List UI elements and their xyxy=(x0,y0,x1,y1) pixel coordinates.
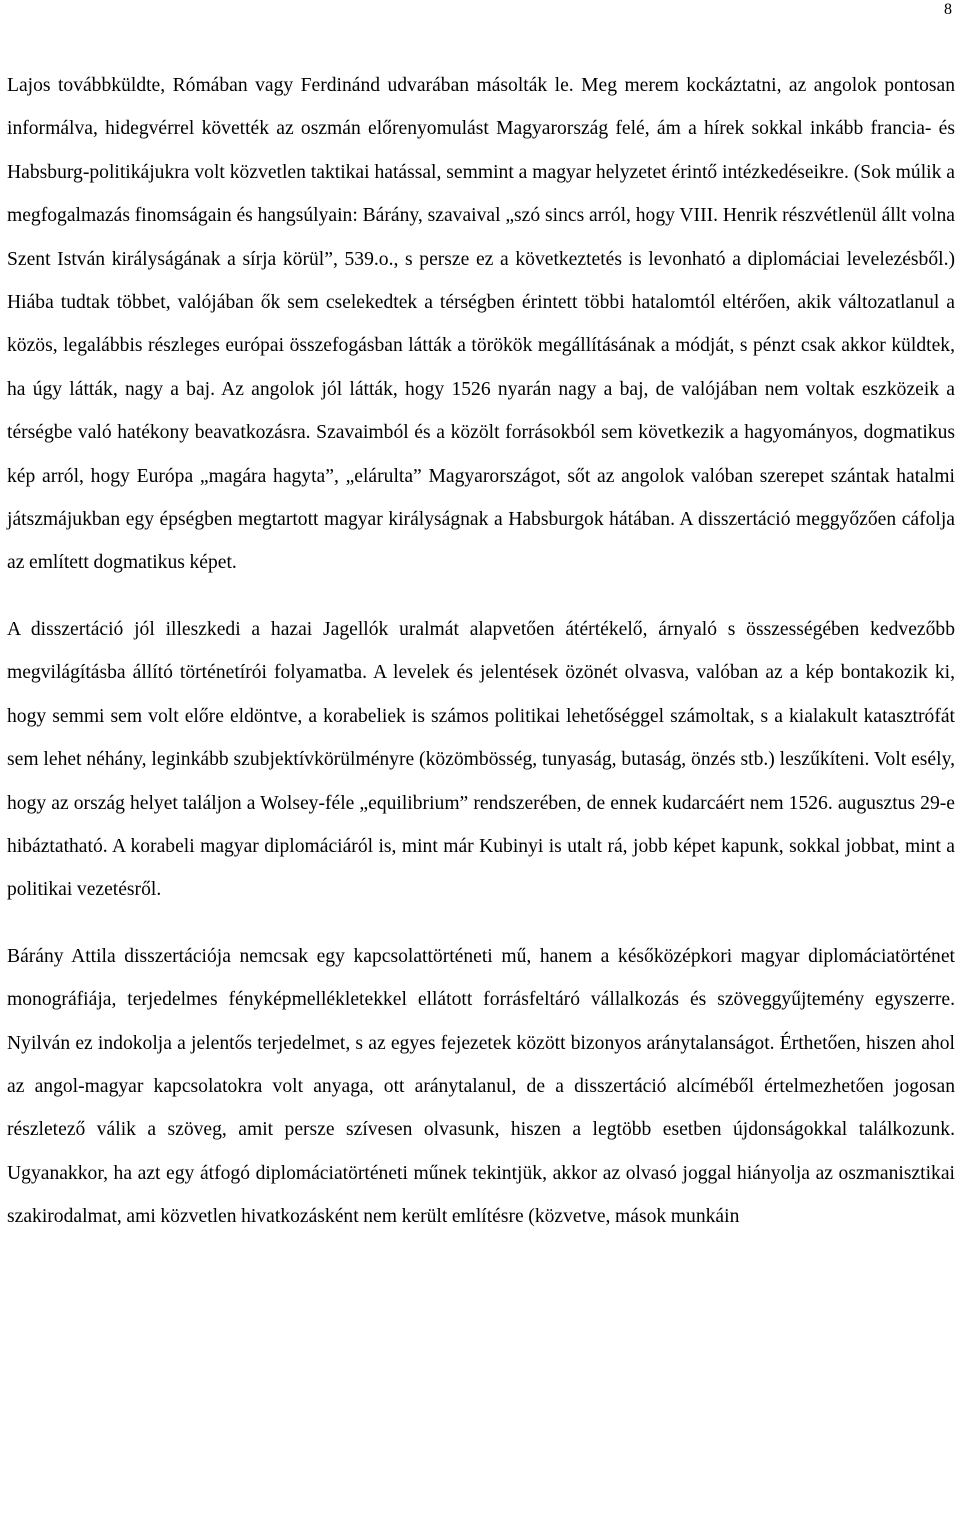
paragraph-2: A disszertáció jól illeszkedi a hazai Jagellók uralmát alapvetően átértékelő, árnyaló s összességében kedvezőbb megvilágításba állító történetírói folyamatba. A levelek és jelentések özönét olvasva, valóban az a kép bontakozik ki, hogy semmi sem volt előre eldöntve, a korabeliek is számos politikai lehetőséggel számoltak, s a kialakult katasztrófát sem lehet néhány, leginkább szubjektívkörülményre (közömbösség, tunyaság, butaság, önzés stb.) leszűkíteni. Volt esély, hogy az ország helyet találjon a Wolsey-féle „equilibrium” rendszerében, de ennek kudarcáért nem 1526. augusztus 29-e hibáztatható. A korabeli magyar diplomáciáról is, mint már Kubinyi is utalt rá, jobb képet kapunk, sokkal jobbat, mint a politikai vezetésről. xyxy=(7,618,955,901)
page-number: 8 xyxy=(944,1,952,18)
paragraph-1: Lajos továbbküldte, Rómában vagy Ferdinánd udvarában másolták le. Meg merem kockáztatni, az angolok pontosan informálva, hidegvérrel követték az oszmán előrenyomulást Magyarország felé, ám a hírek sokkal inkább francia- és Habsburg-politikájukra volt közvetlen taktikai hatással, semmint a magyar helyzetet érintő intézkedéseikre. (Sok múlik a megfogalmazás finomságain és hangsúlyain: Bárány, szavaival „szó sincs arról, hogy VIII. Henrik részvétlenül állt volna Szent István királyságának a sírja körül”, 539.o., s persze ez a következtetés is levonható a diplomáciai levelezésből.) Hiába tudtak többet, valójában ők sem cselekedtek a térségben érintett többi hatalomtól eltérően, akik változatlanul a közös, legalábbis részleges európai összefogásban látták a törökök megállításának a módját, s pénzt csak akkor küldtek, ha úgy látták, nagy a baj. Az angolok jól látták, hogy 1526 nyarán nagy a baj, de valójában nem voltak eszközeik a térségbe való hatékony beavatkozásra. Szavaimból és a közölt forrásokból sem következik a hagyományos, dogmatikus kép arról, hogy Európa „magára hagyta”, „elárulta” Magyarországot, sőt az angolok valóban szerepet szántak hatalmi játszmájukban egy épségben megtartott magyar királyságnak a Habsburgok hátában. A disszertáció meggyőzően cáfolja az említett dogmatikus képet. xyxy=(7,75,955,574)
paragraph-3: Bárány Attila disszertációja nemcsak egy kapcsolattörténeti mű, hanem a későközépkori magyar diplomáciatörténet monográfiája, terjedelmes fényképmellékletekkel ellátott forrásfeltáró vállalkozás és szöveggyűjtemény egyszerre. Nyilván ez indokolja a jelentős terjedelmet, s az egyes fejezetek között bizonyos aránytalanságot. Érthetően, hiszen ahol az angol-magyar kapcsolatokra volt anyaga, ott aránytalanul, de a disszertáció alcíméből értelmezhetően jogosan részletező válik a szöveg, amit persze szívesen olvasunk, hiszen a legtöbb esetben újdonságokkal találkozunk. Ugyanakkor, ha azt egy átfogó diplomáciatörténeti műnek tekintjük, akkor az olvasó joggal hiányolja az oszmanisztikai szakirodalmat, ami közvetlen hivatkozásként nem került említésre (közvetve, mások munkáin xyxy=(7,945,955,1228)
document-body xyxy=(7,64,955,1239)
